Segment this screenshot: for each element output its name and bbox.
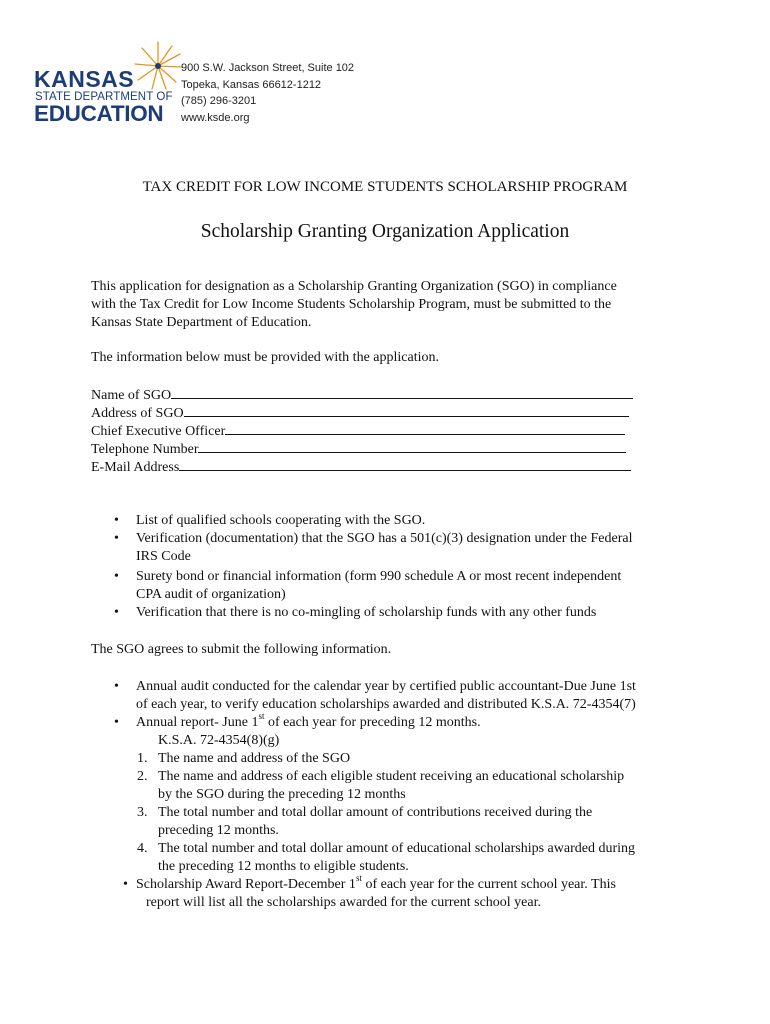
bullet-icon: • <box>114 715 119 730</box>
ksde-logo <box>34 40 184 130</box>
logo-education-text: EDUCATION <box>34 101 164 126</box>
field-label: Name of SGO <box>91 388 172 403</box>
field-label: Address of SGO <box>91 406 184 421</box>
field-label: Chief Executive Officer <box>91 424 226 439</box>
numbered-item: 4. The total number and total dollar amount of educational scholarships awarded during the preceding 12 months to eligible students. <box>137 841 636 874</box>
list-item: • Verification that there is no co-mingling of scholarship funds with any other funds <box>114 605 597 620</box>
info-required-text: The information below must be provided with the application. <box>91 350 439 365</box>
list-item: • Verification (documentation) that the SGO has a 501(c)(3) designation under the Federal IRS Code <box>114 531 633 564</box>
letterhead-contact <box>181 60 354 126</box>
item-number: 1. <box>137 751 148 766</box>
item-number: 3. <box>137 805 148 820</box>
address-line-2: Topeka, Kansas 66612-1212 <box>181 78 322 91</box>
ceo-field[interactable] <box>91 421 625 441</box>
bullet-icon: • <box>114 679 119 694</box>
list-item: • Scholarship Award Report-December 1st of each year for the current school year. This report will list all the scholarships awarded for the current school year. <box>123 873 616 910</box>
item-number: 2. <box>137 769 148 784</box>
list-item: • List of qualified schools cooperating with the SGO. <box>114 513 426 528</box>
bullet-icon: • <box>114 513 119 528</box>
bullet-icon: • <box>114 531 119 546</box>
field-blank[interactable] <box>184 403 629 417</box>
website-link[interactable]: www.ksde.org <box>181 111 250 124</box>
starburst-icon <box>132 40 184 92</box>
address-line-1: 900 S.W. Jackson Street, Suite 102 <box>181 62 355 74</box>
logo-kansas-text: KANSAS <box>34 66 135 92</box>
sgo-name-field[interactable] <box>91 385 633 405</box>
numbered-item: 2. The name and address of each eligible student receiving an educational scholarship by the SGO during the preceding 12 months <box>137 769 625 802</box>
email-field[interactable] <box>91 457 631 477</box>
bullet-icon: • <box>123 877 128 892</box>
list-item: • Annual audit conducted for the calendar year by certified public accountant-Due June 1st of each year, to verify education scholarships awarded and distributed K.S.A. 72-4354(7) <box>114 679 636 712</box>
bullet-icon: • <box>114 605 119 620</box>
intro-line: with the Tax Credit for Low Income Students Scholarship Program, must be submitted to the <box>91 297 612 312</box>
intro-paragraph <box>91 278 691 332</box>
telephone-field[interactable] <box>91 439 626 459</box>
field-blank[interactable] <box>225 421 625 435</box>
field-blank[interactable] <box>198 439 626 453</box>
form-title: Scholarship Granting Organization Application <box>200 221 570 242</box>
ksa-reference: K.S.A. 72-4354(8)(g) <box>158 733 280 748</box>
field-blank[interactable] <box>179 457 631 471</box>
phone-number: (785) 296-3201 <box>181 95 257 107</box>
field-label: E-Mail Address <box>91 460 180 475</box>
agrees-text: The SGO agrees to submit the following information. <box>91 642 392 657</box>
field-blank[interactable] <box>171 385 633 399</box>
list-item: • Surety bond or financial information (form 990 schedule A or most recent independent CPA audit of organization) <box>114 569 622 602</box>
field-label: Telephone Number <box>91 442 199 457</box>
bullet-icon: • <box>114 569 119 584</box>
intro-line: Kansas State Department of Education. <box>91 315 312 330</box>
numbered-item: 1. The name and address of the SGO <box>137 751 351 766</box>
sgo-address-field[interactable] <box>91 403 629 423</box>
list-item: • Annual report- June 1st of each year for preceding 12 months. <box>114 711 481 730</box>
intro-line: This application for designation as a Scholarship Granting Organization (SGO) in compliance <box>91 279 617 294</box>
logo-department-text: STATE DEPARTMENT OF <box>35 91 173 103</box>
item-number: 4. <box>137 841 148 856</box>
program-title: TAX CREDIT FOR LOW INCOME STUDENTS SCHOLARSHIP PROGRAM <box>142 179 628 195</box>
numbered-item: 3. The total number and total dollar amount of contributions received during the preceding 12 months. <box>137 805 593 838</box>
